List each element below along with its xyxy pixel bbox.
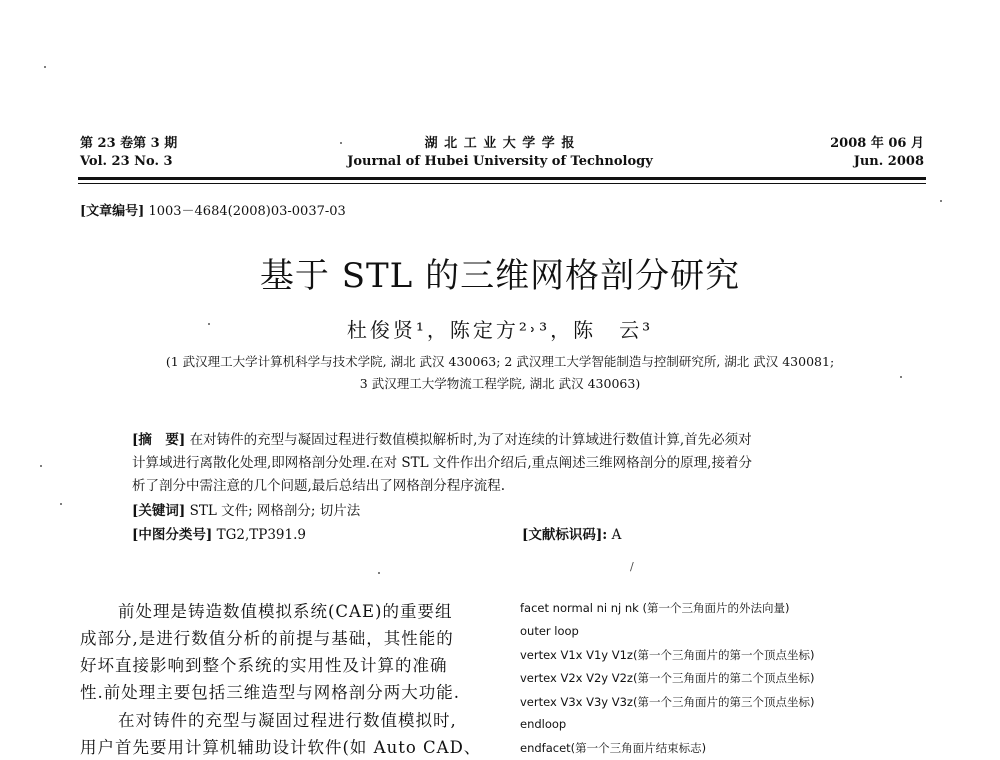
keywords-value: STL 文件; 网格剖分; 切片法: [189, 503, 361, 519]
abstract-text-1: 在对铸件的充型与凝固过程进行数值模拟解析时,为了对连续的计算域进行数值计算,首先必须对: [189, 432, 752, 448]
body-line-2: 成部分,是进行数值分析的前提与基础，其性能的: [80, 629, 454, 648]
abstract-line-3: 析了剖分中需注意的几个问题,最后总结出了网格剖分程序流程.: [132, 478, 506, 494]
code-line-3: vertex V1x V1y V1z(第一个三角面片的第一个顶点坐标): [520, 648, 815, 662]
affiliation-line-1: (1 武汉理工大学计算机科学与技术学院, 湖北 武汉 430063; 2 武汉理工大学智能制造与控制研究所, 湖北 武汉 430081;: [165, 354, 835, 369]
body-line-3: 好坏直接影响到整个系统的实用性及计算的准确: [80, 656, 448, 675]
keywords: [132, 499, 360, 519]
scan-speck: [44, 66, 46, 68]
body-line-1: 前处理是铸造数值模拟系统(CAE)的重要组: [118, 602, 453, 621]
document-code-label: [文献标识码]:: [522, 527, 608, 543]
document-code: [522, 523, 621, 543]
scan-speck: [378, 572, 380, 574]
volume-cn: 第 23 卷第 3 期: [80, 136, 178, 151]
stray-mark: /: [630, 560, 634, 573]
date-en: Jun. 2008: [853, 154, 924, 169]
code-line-1: facet normal ni nj nk (第一个三角面片的外法向量): [520, 601, 790, 615]
scan-speck: [900, 376, 902, 378]
journal-title-en: Journal of Hubei University of Technology: [347, 154, 653, 169]
date-cn: 2008 年 06 月: [830, 136, 924, 151]
scan-speck: [60, 503, 62, 505]
code-line-4: vertex V2x V2y V2z(第一个三角面片的第二个顶点坐标): [520, 671, 815, 685]
classification-label: [中图分类号]: [132, 527, 213, 543]
code-line-7: endfacet(第一个三角面片结束标志): [520, 741, 707, 755]
article-number: [80, 200, 346, 219]
scan-speck: [340, 142, 342, 144]
journal-title-cn: 湖 北 工 业 大 学 学 报: [424, 136, 576, 151]
code-line-6: endloop: [520, 717, 567, 731]
document-code-value: A: [611, 527, 622, 543]
code-line-5: vertex V3x V3y V3z(第一个三角面片的第三个顶点坐标): [520, 695, 815, 709]
scan-speck: [40, 465, 42, 467]
volume-en: Vol. 23 No. 3: [80, 154, 173, 169]
keywords-label: [关键词]: [132, 503, 186, 519]
scan-speck: [208, 323, 210, 325]
body-line-6: 用户首先要用计算机辅助设计软件(如 Auto CAD、: [80, 738, 482, 757]
body-line-4: 性.前处理主要包括三维造型与网格剖分两大功能.: [80, 683, 460, 702]
authors: 杜俊贤¹，陈定方²˒³，陈 云³: [346, 318, 654, 342]
header-rule-thin: [78, 183, 926, 184]
article-number-label: [文章编号]: [80, 204, 145, 219]
code-line-2: outer loop: [520, 624, 579, 638]
affiliation-line-2: 3 武汉理工大学物流工程学院, 湖北 武汉 430063): [359, 376, 641, 391]
scan-speck: [940, 200, 942, 202]
article-number-value: 1003－4684(2008)03-0037-03: [148, 204, 346, 219]
abstract-line-2: 计算域进行离散化处理,即网格剖分处理.在对 STL 文件作出介绍后,重点阐述三维网格剖分的原理,接着分: [132, 455, 752, 471]
header-rule-thick: [78, 177, 926, 180]
classification: [132, 523, 306, 543]
paper-title: 基于 STL 的三维网格剖分研究: [259, 256, 741, 296]
classification-value: TG2,TP391.9: [216, 527, 306, 543]
abstract-line-1: [132, 428, 752, 448]
abstract-label: [摘 要]: [132, 432, 186, 448]
body-line-5: 在对铸件的充型与凝固过程进行数值模拟时,: [118, 711, 457, 730]
